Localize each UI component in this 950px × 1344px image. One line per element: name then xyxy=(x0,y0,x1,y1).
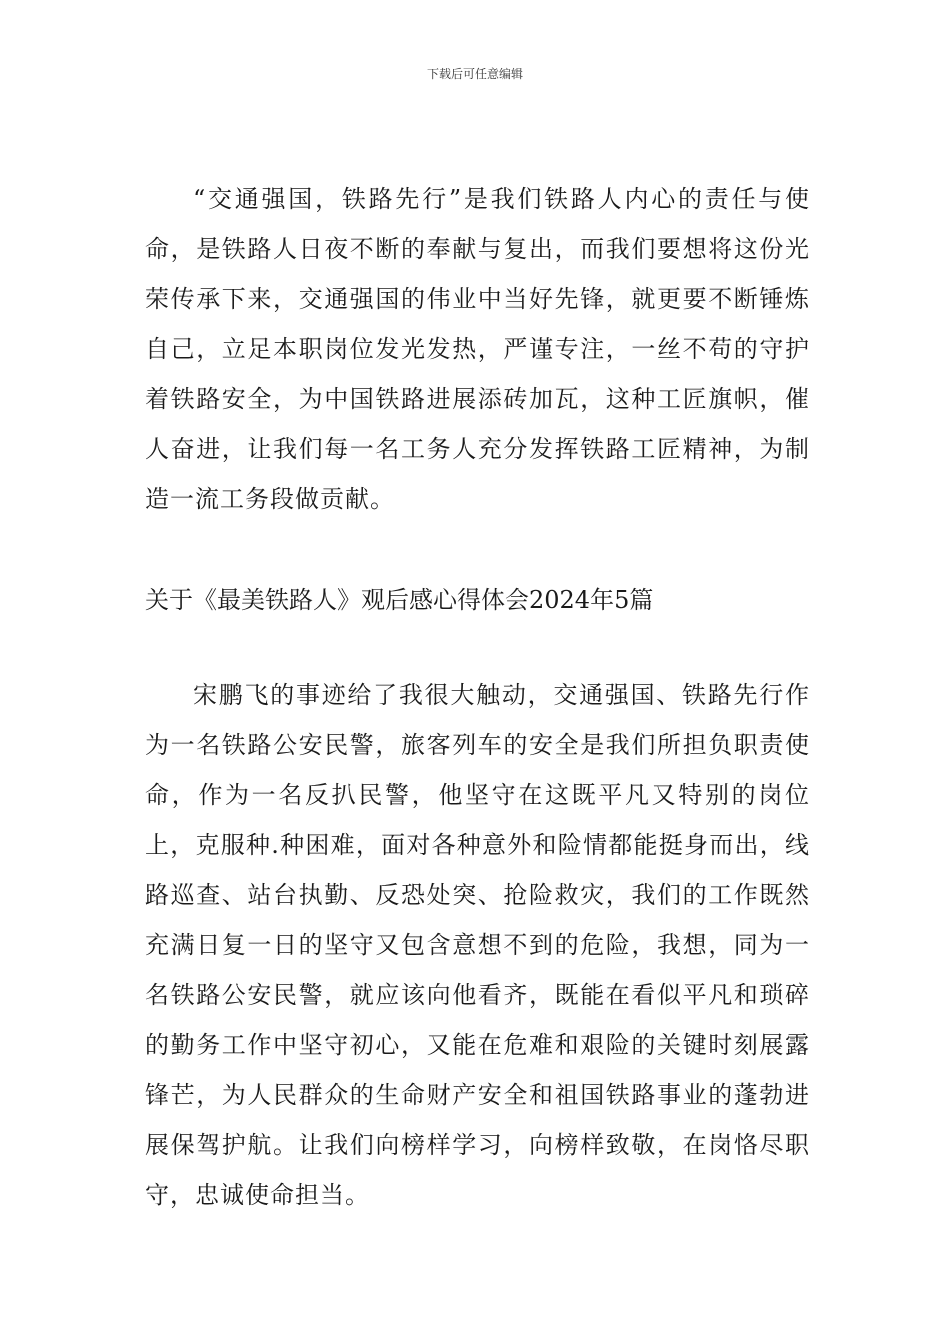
body-paragraph-1: “交通强国，铁路先行”是我们铁路人内心的责任与使命，是铁路人日夜不断的奉献与复出，而我们要想将这份光荣传承下来，交通强国的伟业中当好先锋，就更要不断锤炼自己，立足本职岗位发光发热，严谨专注，一丝不苟的守护着铁路安全，为中国铁路进展添砖加瓦，这种工匠旗帜，催人奋进，让我们每一名工务人充分发挥铁路工匠精神，为制造一流工务段做贡献。 xyxy=(145,185,810,513)
header-note: 下载后可任意编辑 xyxy=(426,67,523,81)
body-paragraph-2: 宋鹏飞的事迹给了我很大触动，交通强国、铁路先行作为一名铁路公安民警，旅客列车的安全是我们所担负职责使命，作为一名反扒民警，他坚守在这既平凡又特别的岗位上，克服种.种困难，面对各种意外和险情都能挺身而出，线路巡查、站台执勤、反恐处突、抢险救灾，我们的工作既然充满日复一日的坚守又包含意想不到的危险，我想，同为一名铁路公安民警，就应该向他看齐，既能在看似平凡和琐碎的勤务工作中坚守初心，又能在危难和艰险的关键时刻展露锋芒，为人民群众的生命财产安全和祖国铁路事业的蓬勃进展保驾护航。让我们向榜样学习，向榜样致敬，在岗恪尽职守，忠诚使命担当。 xyxy=(145,681,810,1209)
section-title: 关于《最美铁路人》观后感心得体会2024年5篇 xyxy=(145,586,654,614)
